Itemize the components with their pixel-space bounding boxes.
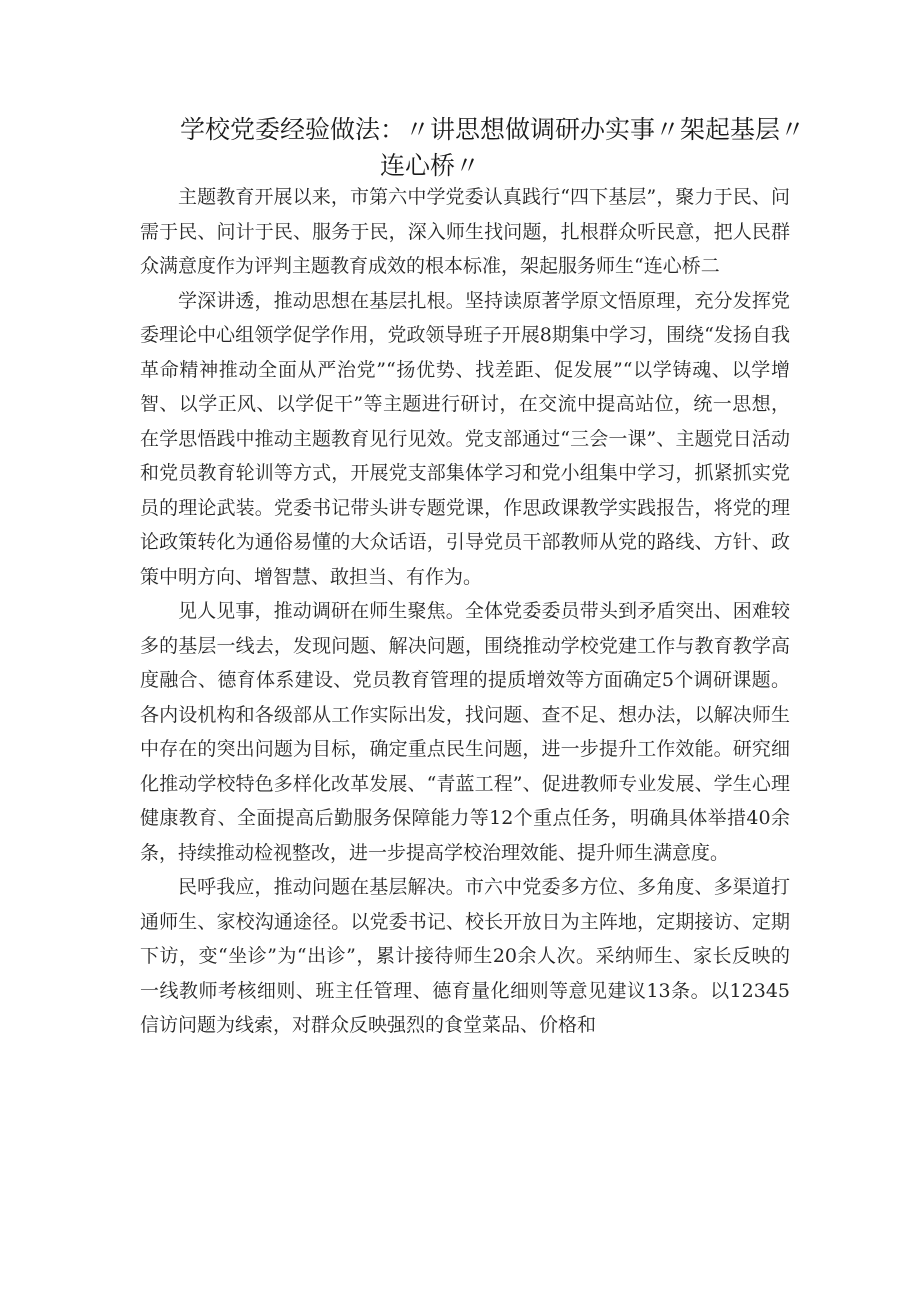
paragraph-research: 见人见事，推动调研在师生聚焦。全体党委委员带头到矛盾突出、困难较多的基层一线去，发现问题、解决问题，围绕推动学校党建工作与教育教学高度融合、德育体系建设、党员教育管理的提质增效等方面确定5个调研课题。各内设机构和各级部从工作实际出发，找问题、查不足、想办法，以解决师生中存在的突出问题为目标，确定重点民生问题，进一步提升工作效能。研究细化推动学校特色多样化改革发展、“青蓝工程”、促进教师专业发展、学生心理健康教育、全面提高后勤服务保障能力等12个重点任务，明确具体举措40余条，持续推动检视整改，进一步提高学校治理效能、提升师生满意度。 <box>140 600 790 864</box>
document-title <box>180 112 820 184</box>
paragraph-study: 学深讲透，推动思想在基层扎根。坚持读原著学原文悟原理，充分发挥党委理论中心组领学促学作用，党政领导班子开展8期集中学习，围绕“发扬自我革命精神推动全面从严治党”“扬优势、找差距、促发展”“以学铸魂、以学增智、以学正风、以学促干”等主题进行研讨，在交流中提高站位，统一思想，在学思悟践中推动主题教育见行见效。党支部通过“三会一课”、主题党日活动和党员教育轮训等方式，开展党支部集体学习和党小组集中学习，抓紧抓实党员的理论武装。党委书记带头讲专题党课，作思政课教学实践报告，将党的理论政策转化为通俗易懂的大众话语，引导党员干部教师从党的路线、方针、政策中明方向、增智慧、敢担当、有作为。 <box>140 289 790 588</box>
title-line-2: 连心桥〃 <box>380 151 481 180</box>
paragraph-intro: 主题教育开展以来，市第六中学党委认真践行“四下基层”，聚力于民、问需于民、问计于民、服务于民，深入师生找问题，扎根群众听民意，把人民群众满意度作为评判主题教育成效的根本标准，架起服务师生“连心桥二 <box>140 186 790 277</box>
title-line-1: 学校党委经验做法：〃讲思想做调研办实事〃架起基层〃 <box>180 115 806 144</box>
paragraph-response: 民呼我应，推动问题在基层解决。市六中党委多方位、多角度、多渠道打通师生、家校沟通途径。以党委书记、校长开放日为主阵地，定期接访、定期下访，变“坐诊”为“出诊”，累计接待师生20余人次。采纳师生、家长反映的一线教师考核细则、班主任管理、德育量化细则等意见建议13条。以12345信访问题为线索，对群众反映强烈的食堂菜品、价格和 <box>140 876 790 1036</box>
document-body <box>140 180 790 1043</box>
